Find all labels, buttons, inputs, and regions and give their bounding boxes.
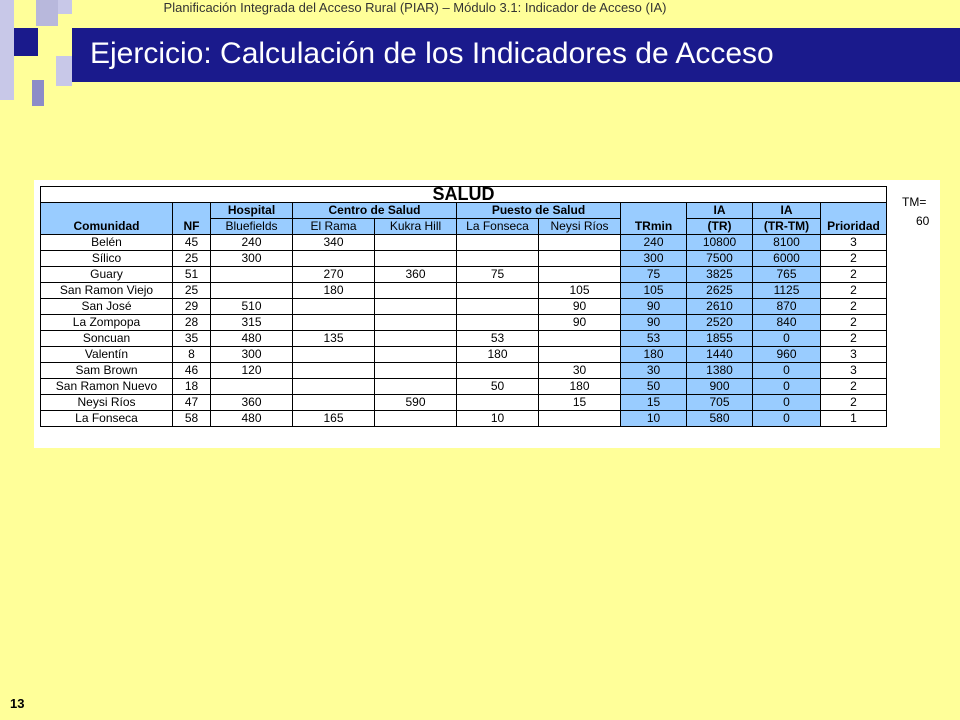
cell-bluefields: 240 (211, 235, 293, 251)
cell-nf: 35 (173, 331, 211, 347)
cell-bluefields: 510 (211, 299, 293, 315)
cell-comunidad: Soncuan (41, 331, 173, 347)
cell-prioridad: 2 (821, 299, 887, 315)
access-indicator-table (40, 186, 887, 427)
cell-la-fonseca (457, 283, 539, 299)
cell-tr-tm: 0 (753, 395, 821, 411)
cell-comunidad: Valentín (41, 347, 173, 363)
cell-nf: 51 (173, 267, 211, 283)
cell-kukra-hill (375, 235, 457, 251)
cell-el-rama (293, 395, 375, 411)
cell-tr-tm: 0 (753, 363, 821, 379)
slide-title: Ejercicio: Calculación de los Indicadores de Acceso (90, 37, 774, 70)
cell-bluefields (211, 283, 293, 299)
tm-label: TM= (902, 195, 927, 209)
header-nf: NF (173, 203, 211, 235)
header-trmin: TRmin (621, 203, 687, 235)
cell-la-fonseca (457, 315, 539, 331)
cell-tr-tm: 0 (753, 411, 821, 427)
cell-nf: 45 (173, 235, 211, 251)
group-ia-2: IA (753, 203, 821, 219)
cell-la-fonseca: 180 (457, 347, 539, 363)
cell-tr-tm: 960 (753, 347, 821, 363)
table-row (41, 267, 887, 283)
cell-el-rama: 340 (293, 235, 375, 251)
table-row (41, 331, 887, 347)
cell-trmin: 15 (621, 395, 687, 411)
cell-comunidad: La Fonseca (41, 411, 173, 427)
cell-tr-tm: 6000 (753, 251, 821, 267)
decor-square (56, 56, 72, 86)
cell-prioridad: 2 (821, 315, 887, 331)
header-tr: (TR) (687, 219, 753, 235)
cell-prioridad: 2 (821, 379, 887, 395)
cell-neysi-rios: 105 (539, 283, 621, 299)
cell-neysi-rios (539, 331, 621, 347)
group-ia-1: IA (687, 203, 753, 219)
decor-square (0, 0, 14, 100)
header-bluefields: Bluefields (211, 219, 293, 235)
cell-tr-tm: 0 (753, 331, 821, 347)
cell-tr-tm: 870 (753, 299, 821, 315)
cell-tr: 580 (687, 411, 753, 427)
cell-neysi-rios (539, 347, 621, 363)
decor-square (58, 0, 72, 14)
group-centro: Centro de Salud (293, 203, 457, 219)
cell-neysi-rios: 180 (539, 379, 621, 395)
cell-kukra-hill: 590 (375, 395, 457, 411)
header-el-rama: El Rama (293, 219, 375, 235)
cell-el-rama (293, 379, 375, 395)
cell-comunidad: San Ramon Nuevo (41, 379, 173, 395)
cell-prioridad: 3 (821, 347, 887, 363)
cell-nf: 25 (173, 283, 211, 299)
section-title: SALUD (41, 187, 887, 203)
cell-nf: 47 (173, 395, 211, 411)
cell-tr: 900 (687, 379, 753, 395)
cell-kukra-hill (375, 363, 457, 379)
cell-la-fonseca: 10 (457, 411, 539, 427)
decor-square (32, 80, 44, 106)
cell-trmin: 300 (621, 251, 687, 267)
table-row (41, 395, 887, 411)
cell-prioridad: 2 (821, 395, 887, 411)
header-la-fonseca: La Fonseca (457, 219, 539, 235)
cell-el-rama: 180 (293, 283, 375, 299)
cell-neysi-rios: 30 (539, 363, 621, 379)
cell-trmin: 180 (621, 347, 687, 363)
course-header: Planificación Integrada del Acceso Rural (PIAR) – Módulo 3.1: Indicador de Acceso (IA) (163, 0, 667, 15)
cell-comunidad: San Ramon Viejo (41, 283, 173, 299)
decor-square (36, 0, 58, 26)
cell-kukra-hill (375, 315, 457, 331)
cell-nf: 8 (173, 347, 211, 363)
cell-neysi-rios: 90 (539, 299, 621, 315)
cell-el-rama (293, 251, 375, 267)
cell-tr: 10800 (687, 235, 753, 251)
cell-tr-tm: 765 (753, 267, 821, 283)
cell-tr: 1855 (687, 331, 753, 347)
cell-kukra-hill (375, 299, 457, 315)
cell-comunidad: Sam Brown (41, 363, 173, 379)
header-neysi-rios: Neysi Ríos (539, 219, 621, 235)
cell-trmin: 105 (621, 283, 687, 299)
cell-tr: 1440 (687, 347, 753, 363)
cell-kukra-hill (375, 379, 457, 395)
cell-trmin: 10 (621, 411, 687, 427)
cell-comunidad: Sílico (41, 251, 173, 267)
header-kukra-hill: Kukra Hill (375, 219, 457, 235)
cell-tr: 7500 (687, 251, 753, 267)
table-row (41, 379, 887, 395)
cell-tr-tm: 1125 (753, 283, 821, 299)
cell-kukra-hill (375, 283, 457, 299)
cell-bluefields (211, 379, 293, 395)
cell-comunidad: La Zompopa (41, 315, 173, 331)
cell-prioridad: 1 (821, 411, 887, 427)
cell-tr: 705 (687, 395, 753, 411)
cell-la-fonseca (457, 299, 539, 315)
cell-prioridad: 2 (821, 251, 887, 267)
cell-nf: 25 (173, 251, 211, 267)
cell-comunidad: San José (41, 299, 173, 315)
cell-kukra-hill: 360 (375, 267, 457, 283)
table-row (41, 411, 887, 427)
cell-bluefields: 480 (211, 331, 293, 347)
cell-trmin: 50 (621, 379, 687, 395)
cell-nf: 28 (173, 315, 211, 331)
cell-prioridad: 3 (821, 363, 887, 379)
cell-la-fonseca (457, 363, 539, 379)
cell-neysi-rios (539, 267, 621, 283)
cell-neysi-rios (539, 251, 621, 267)
cell-kukra-hill (375, 331, 457, 347)
cell-la-fonseca: 75 (457, 267, 539, 283)
header-prioridad: Prioridad (821, 203, 887, 235)
cell-bluefields: 300 (211, 251, 293, 267)
cell-el-rama: 270 (293, 267, 375, 283)
cell-bluefields: 300 (211, 347, 293, 363)
cell-tr: 1380 (687, 363, 753, 379)
table-row (41, 363, 887, 379)
cell-kukra-hill (375, 411, 457, 427)
cell-el-rama (293, 363, 375, 379)
cell-el-rama (293, 347, 375, 363)
cell-bluefields: 315 (211, 315, 293, 331)
cell-tr: 3825 (687, 267, 753, 283)
cell-trmin: 90 (621, 315, 687, 331)
cell-la-fonseca: 53 (457, 331, 539, 347)
table-row (41, 347, 887, 363)
cell-prioridad: 2 (821, 331, 887, 347)
table-row (41, 299, 887, 315)
cell-la-fonseca (457, 251, 539, 267)
cell-tr: 2520 (687, 315, 753, 331)
cell-tr-tm: 840 (753, 315, 821, 331)
cell-kukra-hill (375, 251, 457, 267)
cell-bluefields (211, 267, 293, 283)
cell-la-fonseca (457, 395, 539, 411)
cell-comunidad: Belén (41, 235, 173, 251)
cell-trmin: 53 (621, 331, 687, 347)
table-row (41, 283, 887, 299)
cell-neysi-rios (539, 235, 621, 251)
header-tr-tm: (TR-TM) (753, 219, 821, 235)
cell-trmin: 240 (621, 235, 687, 251)
cell-trmin: 30 (621, 363, 687, 379)
cell-neysi-rios: 90 (539, 315, 621, 331)
cell-la-fonseca (457, 235, 539, 251)
cell-tr: 2625 (687, 283, 753, 299)
cell-neysi-rios (539, 411, 621, 427)
header-comunidad: Comunidad (41, 203, 173, 235)
table-row (41, 235, 887, 251)
cell-nf: 58 (173, 411, 211, 427)
cell-bluefields: 120 (211, 363, 293, 379)
tm-value: 60 (916, 214, 930, 228)
title-bar (72, 28, 960, 82)
cell-el-rama (293, 299, 375, 315)
cell-trmin: 75 (621, 267, 687, 283)
cell-el-rama (293, 315, 375, 331)
cell-prioridad: 2 (821, 283, 887, 299)
cell-tr: 2610 (687, 299, 753, 315)
cell-nf: 29 (173, 299, 211, 315)
cell-trmin: 90 (621, 299, 687, 315)
table-row (41, 251, 887, 267)
cell-el-rama: 135 (293, 331, 375, 347)
cell-el-rama: 165 (293, 411, 375, 427)
cell-tr-tm: 0 (753, 379, 821, 395)
decor-square (14, 28, 38, 56)
cell-bluefields: 360 (211, 395, 293, 411)
group-hospital: Hospital (211, 203, 293, 219)
cell-nf: 18 (173, 379, 211, 395)
cell-comunidad: Guary (41, 267, 173, 283)
cell-nf: 46 (173, 363, 211, 379)
cell-tr-tm: 8100 (753, 235, 821, 251)
cell-prioridad: 3 (821, 235, 887, 251)
cell-bluefields: 480 (211, 411, 293, 427)
group-puesto: Puesto de Salud (457, 203, 621, 219)
cell-la-fonseca: 50 (457, 379, 539, 395)
cell-prioridad: 2 (821, 267, 887, 283)
table-row (41, 315, 887, 331)
cell-comunidad: Neysi Ríos (41, 395, 173, 411)
page-number: 13 (10, 696, 25, 711)
cell-kukra-hill (375, 347, 457, 363)
cell-neysi-rios: 15 (539, 395, 621, 411)
